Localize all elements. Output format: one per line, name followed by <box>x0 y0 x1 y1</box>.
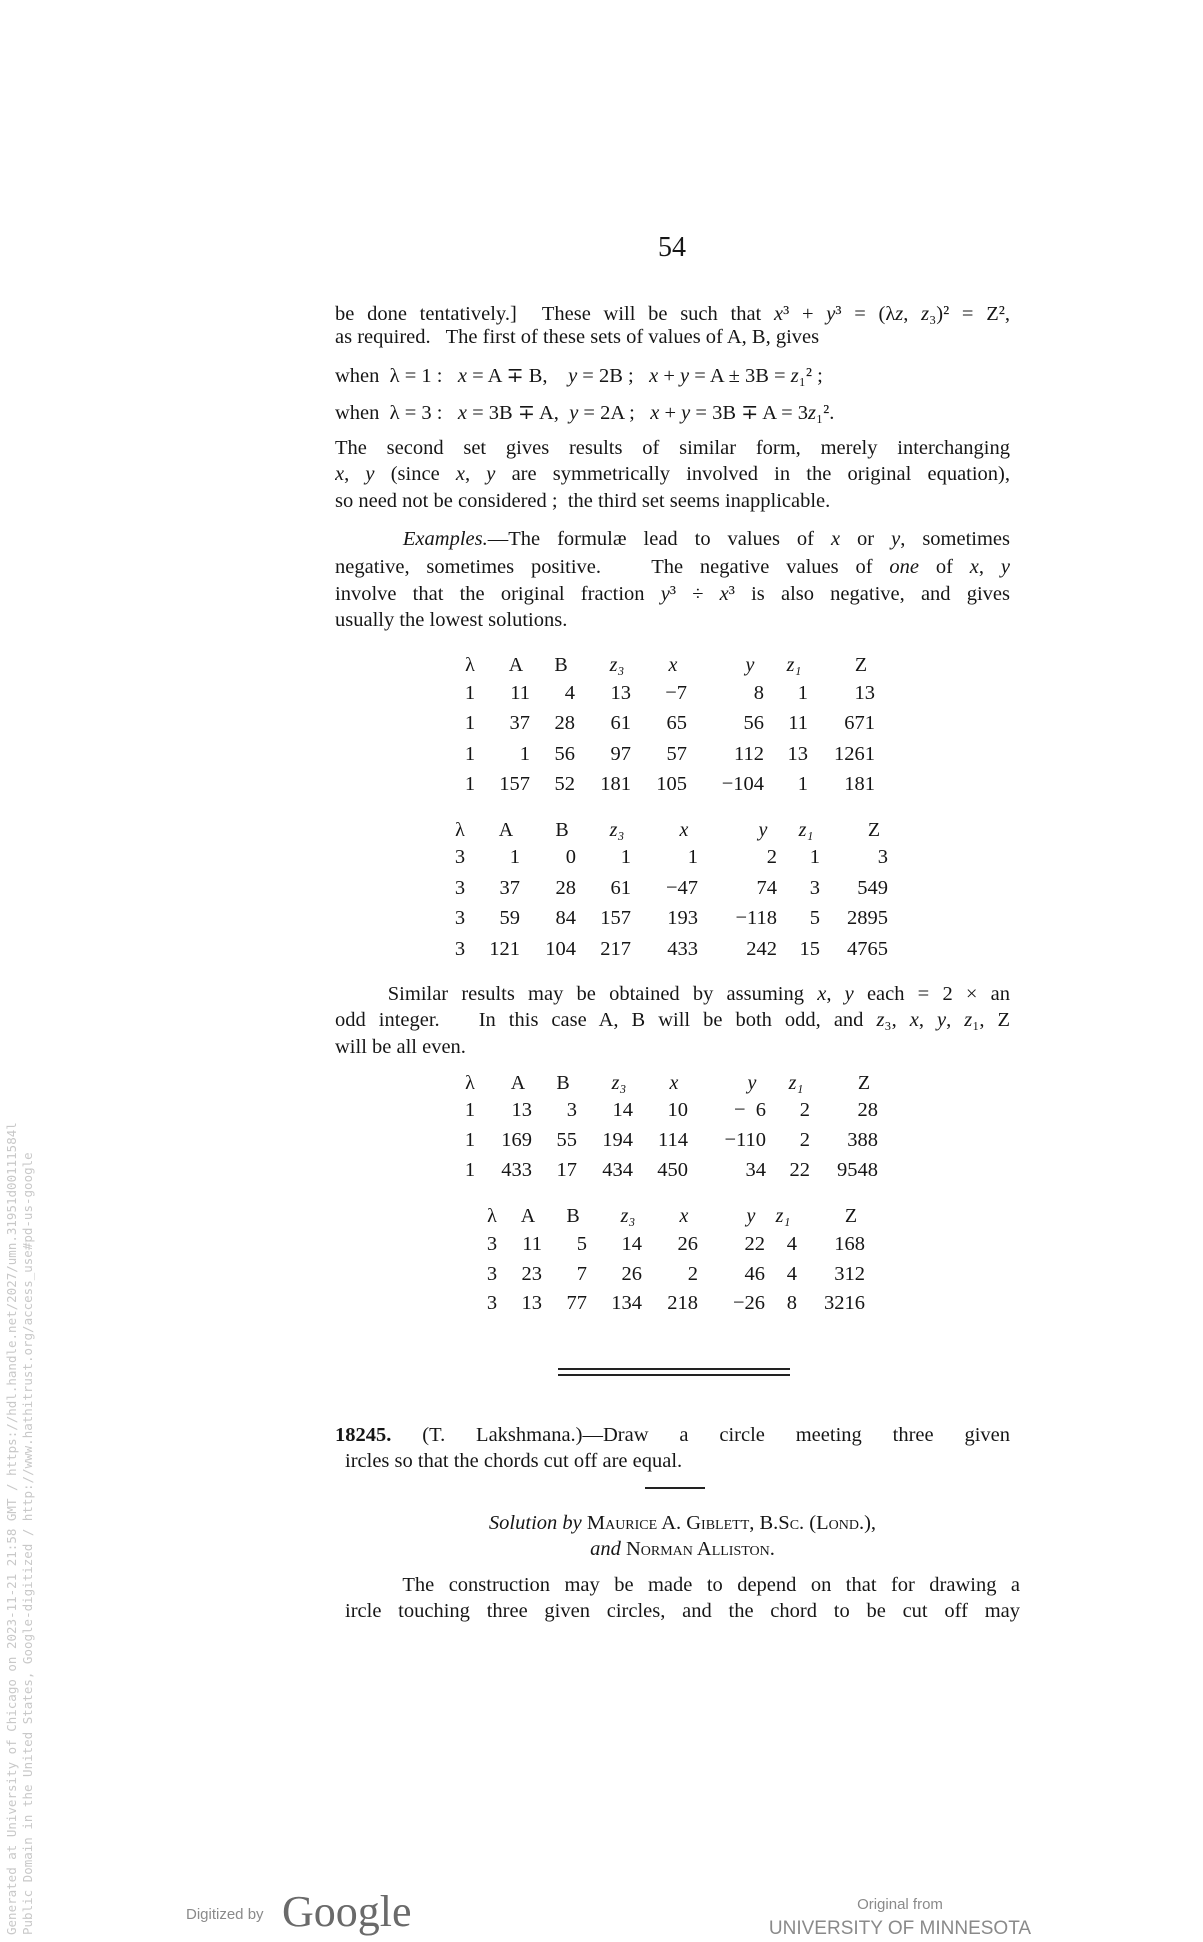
table-header-cell: z₃ <box>620 1205 636 1227</box>
table-cell: 55 <box>556 1129 577 1151</box>
table-header-cell: z₁ <box>798 819 814 841</box>
text-run: —The formulæ lead to values of <box>487 528 831 550</box>
table-cell: 112 <box>734 743 764 765</box>
text-line <box>335 981 1010 1007</box>
math-italic-text: x <box>455 463 465 485</box>
table-cell: 37 <box>499 877 520 899</box>
table-cell: 11 <box>510 682 530 704</box>
text-run: negative, sometimes positive. The negative values of <box>335 556 890 578</box>
math-italic-text: y <box>680 365 690 387</box>
text-run: as required. The first of these sets of values of A, B, gives <box>335 326 820 348</box>
text-run: (since <box>374 463 456 485</box>
math-italic-text: y <box>826 303 836 325</box>
text-run: , sometimes <box>900 528 1010 550</box>
text-run: be done tentatively.] These will be such that <box>335 303 774 325</box>
watermark-line-1: Generated at University of Chicago on 2023-11-21 21:58 GMT / https://hdl.handle.net/2027/umn.31951d00111584l <box>4 1122 19 1935</box>
table-header-cell: z₃ <box>609 819 625 841</box>
table-cell: 13 <box>787 743 808 765</box>
table-cell: 9548 <box>837 1159 878 1181</box>
table-header-cell: A <box>510 1072 526 1094</box>
text-run: , <box>826 983 845 1005</box>
text-run <box>335 528 403 550</box>
table-cell: 312 <box>834 1263 865 1285</box>
table-cell: 105 <box>656 773 687 795</box>
table-cell: 181 <box>600 773 631 795</box>
table-cell: 65 <box>666 712 687 734</box>
text-run: ₃, <box>884 1009 910 1031</box>
table-header-cell: Z <box>844 1205 858 1227</box>
table-cell: 134 <box>611 1292 642 1314</box>
table-header-cell: Z <box>857 1072 871 1094</box>
text-run: ₁². <box>816 402 835 424</box>
math-italic-text: x <box>649 365 659 387</box>
text-run: Similar results may be obtained by assuming <box>335 983 818 1005</box>
table-cell: 11 <box>788 712 808 734</box>
solution-authors-2: Norman Alliston. <box>620 1538 775 1560</box>
table-cell: 1 <box>464 743 476 765</box>
question-text: (T. Lakshmana.)—Draw a circle meeting three given <box>391 1424 1010 1446</box>
table-cell: 3 <box>486 1233 498 1255</box>
math-italic-text: y <box>681 402 691 424</box>
math-italic-text: z <box>790 365 799 387</box>
table-cell: 434 <box>602 1159 633 1181</box>
math-italic-text: y <box>569 402 579 424</box>
table-cell: 97 <box>610 743 631 765</box>
math-italic-text: y <box>486 463 496 485</box>
original-from-label: Original from <box>857 1896 943 1913</box>
table-cell: 37 <box>509 712 530 734</box>
text-run: so need not be considered ; the third set seems inapplicable. <box>335 490 831 512</box>
table-cell: 388 <box>847 1129 878 1151</box>
table-cell: 4 <box>786 1233 797 1255</box>
table-header-cell: x <box>679 1205 689 1227</box>
table-cell: 671 <box>844 712 875 734</box>
table-cell: 194 <box>602 1129 633 1151</box>
table-cell: 10 <box>667 1099 688 1121</box>
text-run: , <box>464 463 487 485</box>
table-header-cell: y <box>746 1205 756 1227</box>
text-run: , <box>978 556 1001 578</box>
math-italic-text: x <box>457 402 467 424</box>
table-cell: 7 <box>576 1263 587 1285</box>
table-header-cell: B <box>555 819 569 841</box>
math-italic-text: x <box>773 303 784 325</box>
table-cell: 549 <box>857 877 888 899</box>
table-header-cell: B <box>554 654 568 676</box>
math-italic-text: y <box>568 365 578 387</box>
text-run: involve that the original fraction <box>335 583 661 605</box>
table-cell: 56 <box>554 743 575 765</box>
math-italic-text: y <box>1000 556 1010 578</box>
math-italic-text: x <box>909 1009 919 1031</box>
table-header-cell: z₁ <box>788 1072 804 1094</box>
table-cell: 28 <box>555 877 576 899</box>
table-cell: 4 <box>786 1263 797 1285</box>
table-cell: 28 <box>857 1099 878 1121</box>
math-italic-text: y <box>936 1009 947 1031</box>
table-cell: 57 <box>666 743 687 765</box>
table-header-cell: A <box>508 654 524 676</box>
table-cell: −104 <box>721 773 764 795</box>
table-cell: 3 <box>454 846 466 868</box>
text-run: = 2B ; <box>577 365 650 387</box>
text-run: of <box>919 556 970 578</box>
math-italic-text: z <box>808 402 817 424</box>
text-line <box>335 554 1010 580</box>
text-run: ³ ÷ <box>669 583 720 605</box>
math-italic-text: z <box>964 1009 973 1031</box>
text-run: = 3B ∓ A = 3 <box>690 402 809 424</box>
table-cell: −26 <box>732 1292 765 1314</box>
table-cell: 26 <box>677 1233 698 1255</box>
text-run: each = 2 × an <box>853 983 1010 1005</box>
table-header-cell: y <box>745 654 755 676</box>
equation-lambda-1 <box>335 363 1010 389</box>
question-line-1 <box>335 1422 1010 1448</box>
table-cell: 3 <box>486 1263 498 1285</box>
table-cell: 15 <box>799 938 820 960</box>
table-cell: 1 <box>464 773 476 795</box>
text-run: , <box>918 1009 937 1031</box>
text-line <box>335 607 1010 633</box>
table-cell: 242 <box>746 938 777 960</box>
table-header-cell: B <box>556 1072 570 1094</box>
solution-label: Solution by <box>488 1512 582 1534</box>
table-cell: 2 <box>687 1263 698 1285</box>
table-cell: 13 <box>511 1099 532 1121</box>
math-italic-text: x <box>969 556 979 578</box>
table-cell: 121 <box>489 938 520 960</box>
text-line <box>335 435 1010 461</box>
table-cell: 4765 <box>847 938 888 960</box>
table-cell: 61 <box>610 712 631 734</box>
table-cell: 8 <box>753 682 764 704</box>
table-cell: 2 <box>799 1129 810 1151</box>
table-cell: 157 <box>600 907 631 929</box>
short-rule <box>645 1487 705 1489</box>
text-run: ³ is also negative, and gives <box>728 583 1010 605</box>
watermark-line-2: Public Domain in the United States, Google-digitized / http://www.hathitrust.org/access_use#pd-us-google <box>20 1152 35 1935</box>
text-run: + <box>659 402 682 424</box>
math-italic-text: x <box>719 583 729 605</box>
table-cell: 1 <box>464 1129 476 1151</box>
table-cell: 1 <box>687 846 698 868</box>
table-header-cell: λ <box>465 1072 475 1094</box>
table-cell: 84 <box>555 907 576 929</box>
math-italic-text: x <box>335 463 345 485</box>
table-cell: −110 <box>724 1129 766 1151</box>
table-cell: 1 <box>464 682 476 704</box>
math-italic-text: y <box>844 983 854 1005</box>
table-cell: 77 <box>566 1292 587 1314</box>
table-header-cell: y <box>747 1072 757 1094</box>
table-cell: 1 <box>797 773 808 795</box>
text-run: ircle touching three given circles, and the chord to be cut off may <box>345 1600 1020 1622</box>
table-cell: 1 <box>519 743 530 765</box>
math-italic-text: x <box>650 402 660 424</box>
table-cell: 1 <box>620 846 631 868</box>
text-line <box>335 526 1010 552</box>
text-run: , <box>946 1009 965 1031</box>
math-italic-text: z <box>895 303 904 325</box>
table-cell: 14 <box>621 1233 642 1255</box>
table-header-cell: z₃ <box>611 1072 627 1094</box>
table-header-cell: A <box>498 819 514 841</box>
table-cell: 168 <box>834 1233 865 1255</box>
table-cell: 56 <box>743 712 764 734</box>
text-run: odd integer. In this case A, B will be both odd, and <box>335 1009 877 1031</box>
text-run: = A ∓ B, <box>466 365 569 387</box>
table-cell: 1 <box>464 1099 476 1121</box>
table-cell: 61 <box>610 877 631 899</box>
table-cell: 13 <box>854 682 875 704</box>
table-cell: 46 <box>744 1263 765 1285</box>
text-run: will be all even. <box>335 1036 466 1058</box>
table-header-cell: z₁ <box>786 654 802 676</box>
table-cell: −7 <box>665 682 687 704</box>
table-cell: 1 <box>809 846 820 868</box>
text-run: usually the lowest solutions. <box>335 609 568 631</box>
text-line <box>335 461 1010 487</box>
text-run: , <box>344 463 366 485</box>
table-cell: 23 <box>521 1263 542 1285</box>
table-cell: 114 <box>658 1129 688 1151</box>
math-italic-text: x <box>457 365 467 387</box>
text-run: ₃)² = Z², <box>929 303 1010 325</box>
equation-lambda-3 <box>335 400 1010 426</box>
table-header-cell: A <box>520 1205 536 1227</box>
table-cell: 217 <box>600 938 631 960</box>
table-cell: 1 <box>797 682 808 704</box>
table-header-cell: z₁ <box>775 1205 791 1227</box>
table-cell: 34 <box>745 1159 766 1181</box>
text-run: = A ± 3B = <box>689 365 791 387</box>
table-cell: − 6 <box>733 1099 766 1121</box>
table-cell: 1261 <box>834 743 875 765</box>
table-cell: 5 <box>576 1233 587 1255</box>
table-header-cell: Z <box>854 654 868 676</box>
text-run: The second set gives results of similar form, merely interchanging <box>335 437 1010 459</box>
text-run: = 2A ; <box>578 402 651 424</box>
table-cell: 3 <box>809 877 820 899</box>
table-cell: 104 <box>545 938 576 960</box>
table-cell: 3 <box>454 938 466 960</box>
table-cell: 3 <box>454 907 466 929</box>
table-cell: 2 <box>799 1099 810 1121</box>
table-header-cell: B <box>566 1205 580 1227</box>
table-cell: −47 <box>665 877 698 899</box>
text-line <box>345 1598 1020 1624</box>
question-line-2: ircles so that the chords cut off are equal. <box>345 1450 683 1472</box>
solution-authors: Maurice A. Giblett, B.Sc. (Lond.), <box>581 1512 877 1534</box>
table-cell: 3 <box>486 1292 498 1314</box>
table-cell: 13 <box>610 682 631 704</box>
university-label: UNIVERSITY OF MINNESOTA <box>768 1918 1032 1939</box>
table-cell: 5 <box>809 907 820 929</box>
table-cell: 3 <box>566 1099 577 1121</box>
text-line <box>335 1007 1010 1033</box>
math-italic-text: y <box>365 463 375 485</box>
table-cell: 3 <box>454 877 466 899</box>
text-line <box>335 581 1010 607</box>
solution-credit-line-1 <box>345 1510 1020 1536</box>
text-run: when λ = 3 : <box>335 402 458 424</box>
text-line <box>335 488 1010 514</box>
text-run: ₁, Z <box>972 1009 1010 1031</box>
text-run: ³ + <box>783 303 827 325</box>
table-cell: 28 <box>554 712 575 734</box>
table-cell: 4 <box>564 682 575 704</box>
table-header-cell: λ <box>487 1205 497 1227</box>
table-header-cell: Z <box>867 819 881 841</box>
table-header-cell: λ <box>455 819 465 841</box>
table-cell: 450 <box>657 1159 688 1181</box>
table-cell: 218 <box>667 1292 698 1314</box>
table-cell: 14 <box>612 1099 633 1121</box>
table-cell: 13 <box>521 1292 542 1314</box>
math-italic-text: z <box>921 303 930 325</box>
text-run: are symmetrically involved in the original equation), <box>495 463 1010 485</box>
math-italic-text: one <box>889 556 919 578</box>
table-cell: 1 <box>509 846 520 868</box>
table-cell: 11 <box>522 1233 542 1255</box>
google-logo: Google <box>282 1887 412 1936</box>
table-cell: 0 <box>565 846 576 868</box>
math-italic-text: x <box>830 528 841 550</box>
table-cell: 59 <box>499 907 520 929</box>
table-cell: 17 <box>556 1159 577 1181</box>
double-rule-top <box>558 1368 790 1370</box>
table-cell: 2895 <box>847 907 888 929</box>
text-line <box>335 324 1010 350</box>
text-run: ₁² ; <box>798 365 823 387</box>
table-cell: 157 <box>499 773 530 795</box>
table-cell: 181 <box>844 773 875 795</box>
table-cell: 1 <box>464 712 476 734</box>
table-cell: 3 <box>877 846 888 868</box>
math-italic-text: x <box>817 983 827 1005</box>
table-cell: 1 <box>464 1159 476 1181</box>
table-cell: −118 <box>735 907 777 929</box>
double-rule-bottom <box>558 1374 790 1376</box>
math-italic-text: z <box>876 1009 885 1031</box>
table-header-cell: λ <box>465 654 475 676</box>
question-number: 18245. <box>335 1424 392 1446</box>
table-header-cell: x <box>668 654 678 676</box>
table-cell: 22 <box>789 1159 810 1181</box>
page-number: 54 <box>658 232 686 263</box>
text-run: ³ = (λ <box>835 303 896 325</box>
text-line <box>345 1572 1020 1598</box>
table-header-cell: y <box>758 819 768 841</box>
table-cell: 26 <box>621 1263 642 1285</box>
table-cell: 433 <box>667 938 698 960</box>
math-italic-text: y <box>891 528 901 550</box>
text-run: , <box>903 303 922 325</box>
table-cell: 169 <box>501 1129 532 1151</box>
solution-and: and <box>590 1538 621 1560</box>
text-run: + <box>658 365 681 387</box>
table-cell: 22 <box>744 1233 765 1255</box>
solution-credit-line-2 <box>345 1536 1020 1562</box>
table-cell: 8 <box>786 1292 797 1314</box>
table-cell: 3216 <box>824 1292 865 1314</box>
text-run: or <box>840 528 892 550</box>
table-cell: 74 <box>756 877 777 899</box>
digitized-by-label: Digitized by <box>186 1906 264 1923</box>
text-line <box>335 1034 1010 1060</box>
table-cell: 2 <box>766 846 777 868</box>
table-header-cell: z₃ <box>609 654 625 676</box>
text-run: The construction may be made to depend on that for drawing a <box>345 1574 1020 1596</box>
table-cell: 433 <box>501 1159 532 1181</box>
math-italic-text: Examples. <box>402 528 488 550</box>
text-run: = 3B ∓ A, <box>466 402 570 424</box>
table-cell: 193 <box>667 907 698 929</box>
text-run: when λ = 1 : <box>335 365 458 387</box>
table-cell: 52 <box>554 773 575 795</box>
table-header-cell: x <box>669 1072 679 1094</box>
table-header-cell: x <box>679 819 689 841</box>
math-italic-text: y <box>660 583 670 605</box>
